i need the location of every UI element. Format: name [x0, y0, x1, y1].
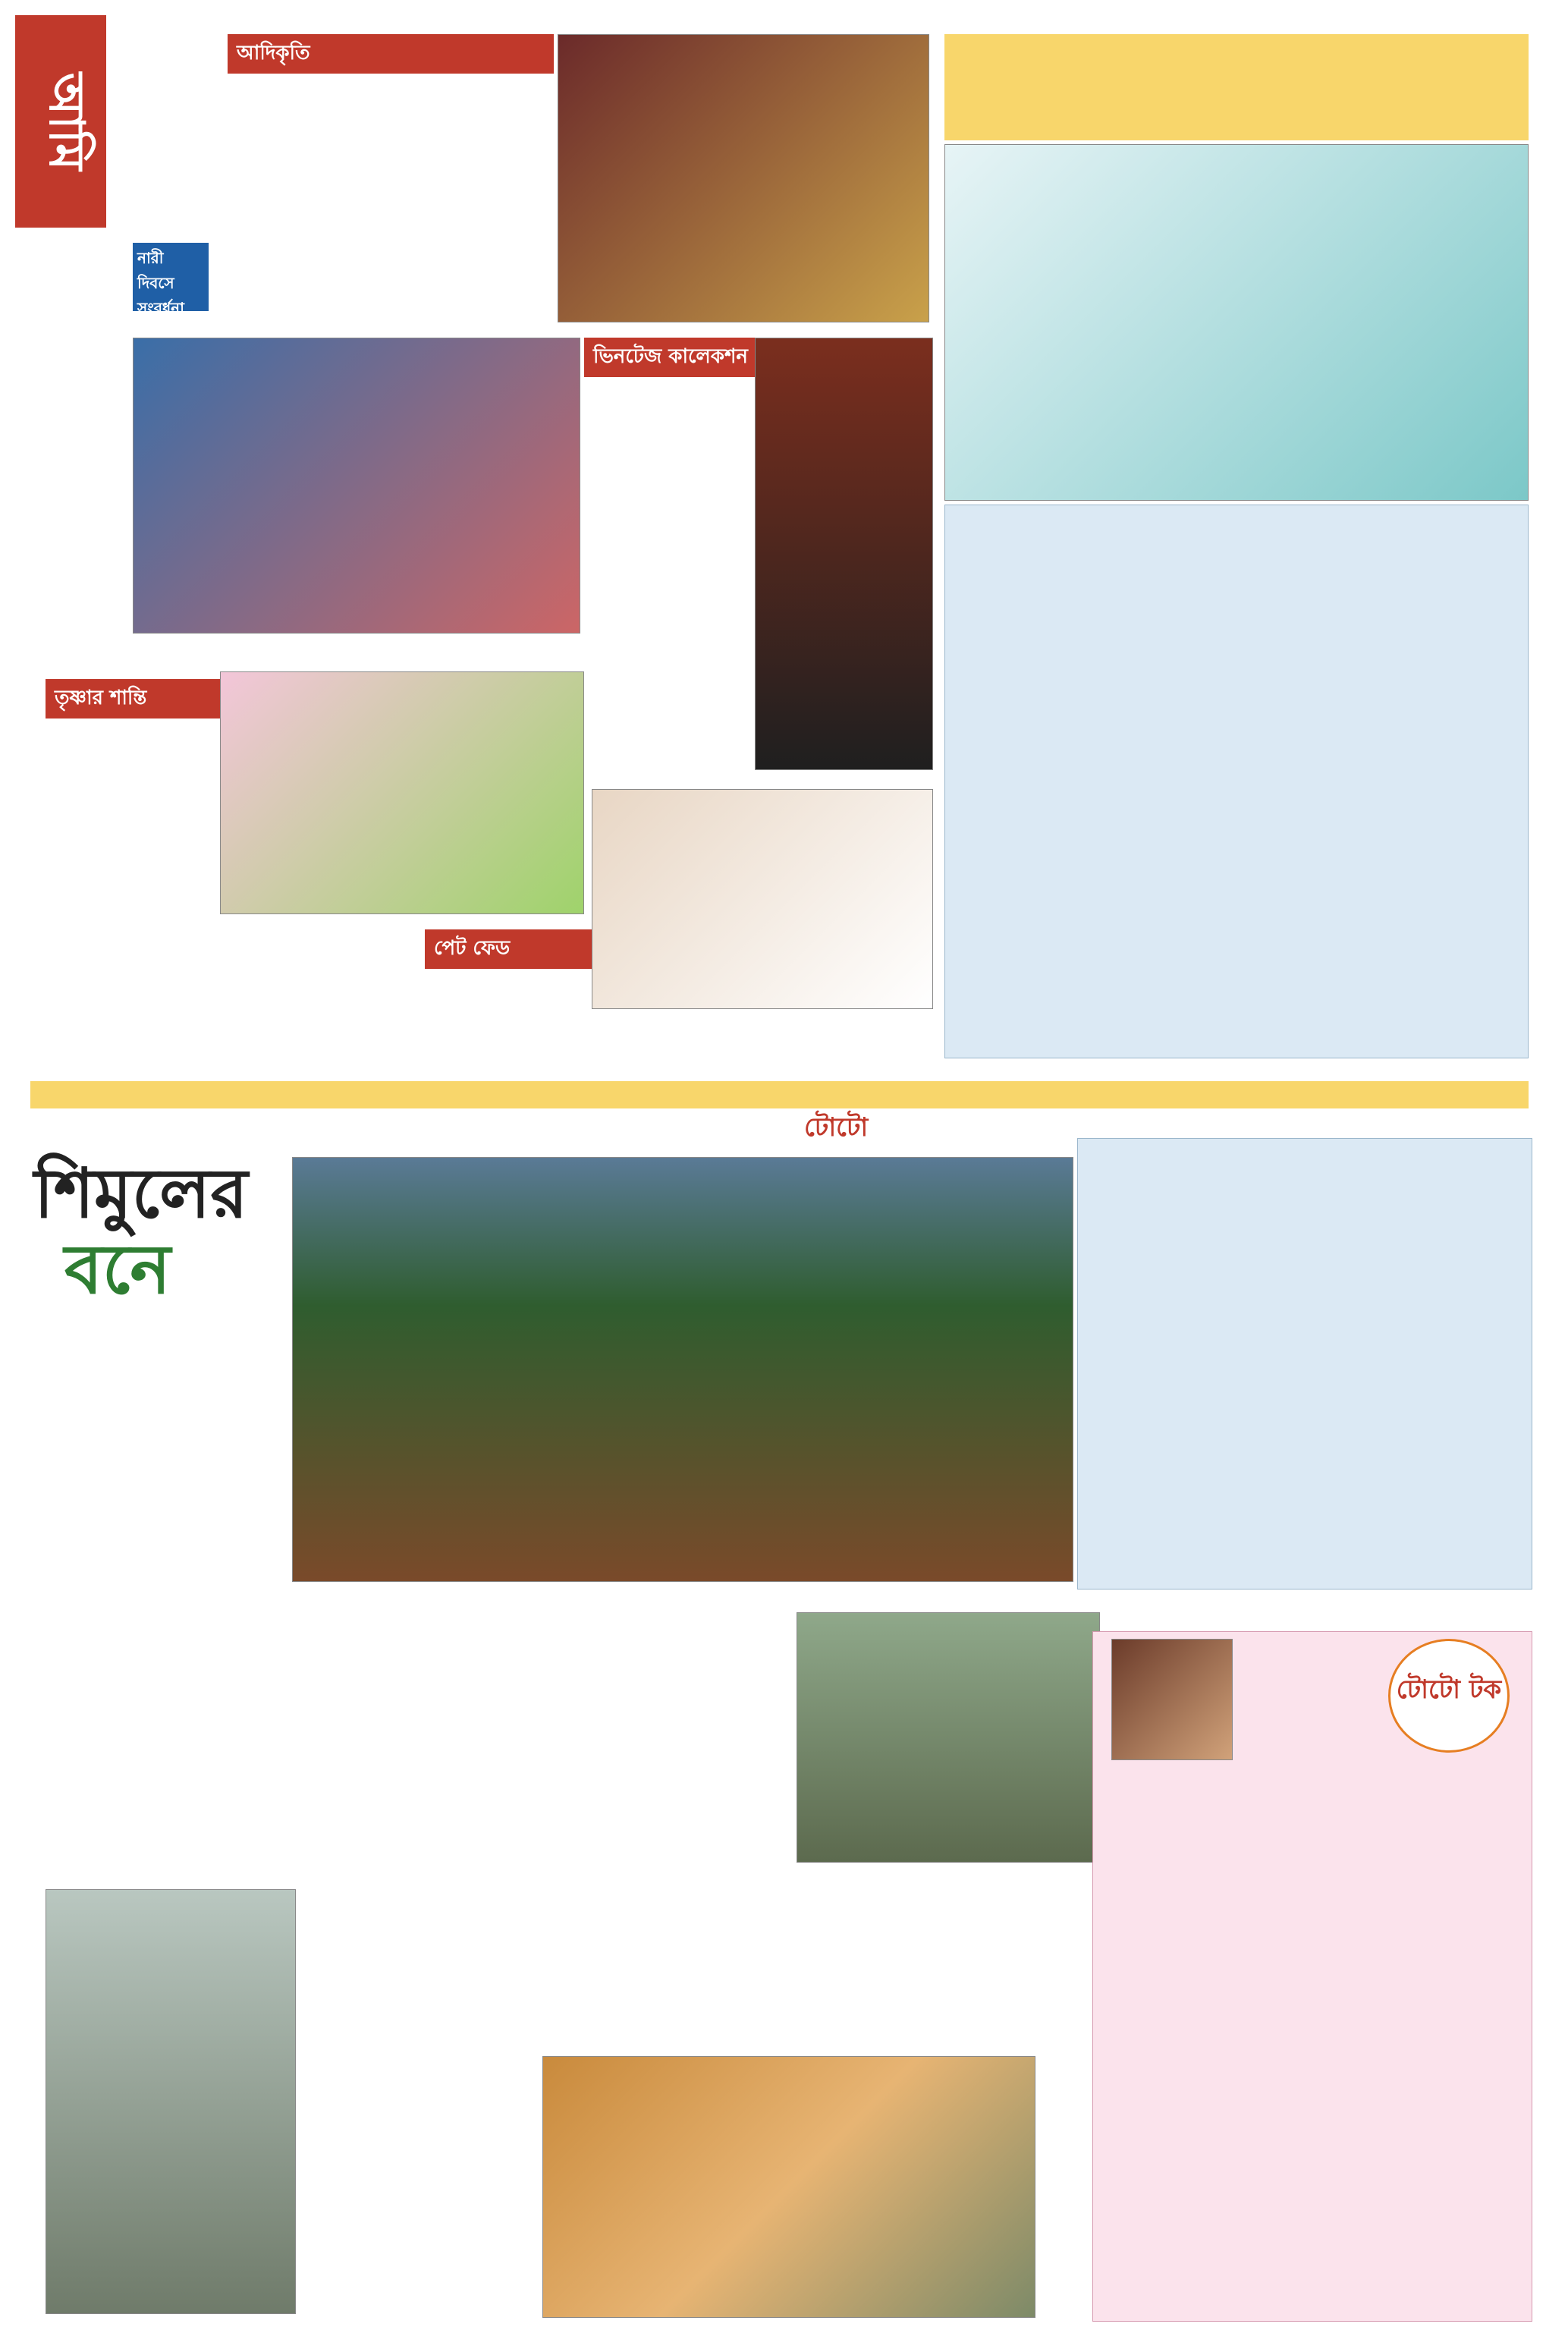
tiger-photo	[542, 2056, 1035, 2318]
pet-fed-heading: পেট ফেড	[425, 929, 592, 969]
decor-photo	[944, 144, 1529, 501]
trishna-heading: তৃষ্ণার শান্তি	[46, 679, 266, 718]
trishna-photo	[220, 671, 584, 914]
elephant-photo	[797, 1612, 1100, 1863]
vintage-heading: ভিনটেজ কালেকশন	[584, 338, 895, 377]
toto-talk-badge: টোটো টক	[1388, 1639, 1510, 1753]
travel-info	[1089, 1149, 1525, 1578]
adikriti-heading: আদিকৃতি	[228, 34, 554, 74]
travel-intro	[34, 1305, 284, 1730]
travel-col1	[300, 1589, 520, 2310]
travel-strip	[30, 1081, 1529, 1108]
decor-tips-left	[956, 516, 1233, 1047]
vintage-photo	[755, 338, 933, 770]
adikriti-photo	[558, 34, 929, 322]
toto-badge: টোটো	[804, 1112, 869, 1143]
nari-dibos-heading: নারী দিবসে সংবর্ধনা	[133, 243, 209, 311]
nari-dibos-photo	[133, 338, 580, 634]
decor-tips-right	[1244, 516, 1517, 1047]
waterfall-photo	[292, 1157, 1073, 1582]
travel-title-line2: বনে	[64, 1229, 171, 1310]
vintage-body	[584, 376, 751, 800]
river-photo	[46, 1889, 296, 2314]
toto-talk-photo	[1111, 1639, 1233, 1760]
pet-fed-body	[250, 964, 592, 1047]
trishna-body	[46, 717, 212, 1005]
pet-fed-photo	[592, 789, 933, 1009]
travel-title-line1: শিমুলের	[34, 1153, 248, 1234]
toto-talk-body	[1108, 1813, 1521, 2284]
masthead-logo: আমি	[15, 15, 106, 228]
decor-intro	[944, 34, 1529, 140]
adikriti-body	[228, 72, 546, 345]
